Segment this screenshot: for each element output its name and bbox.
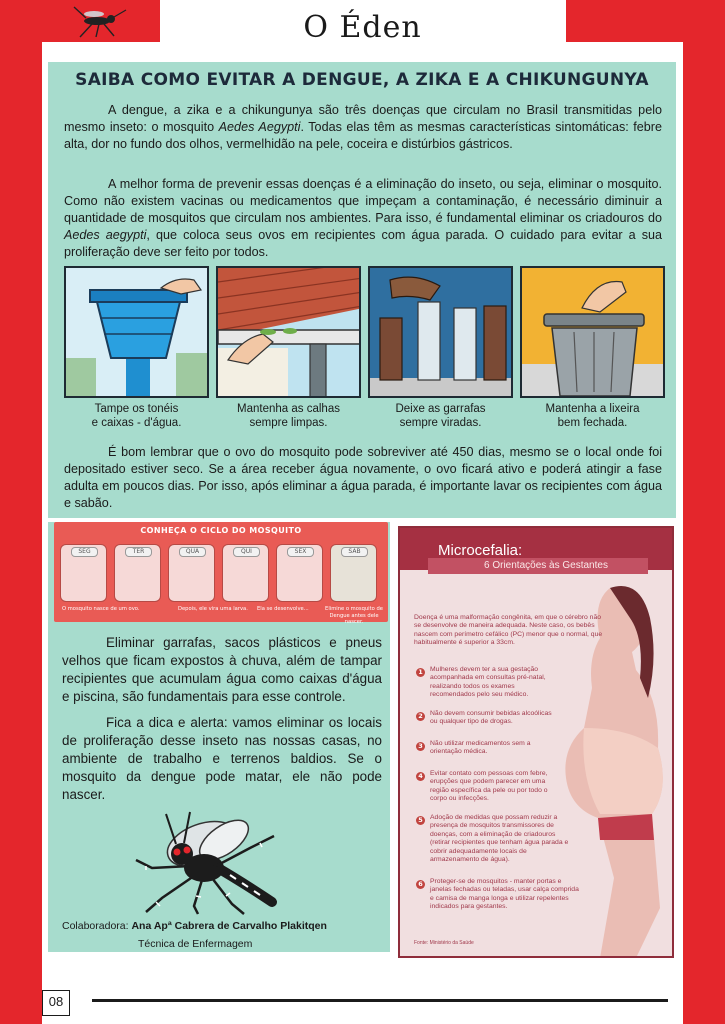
poster-item-5: Adoção de medidas que possam reduzir a presença de mosquitos transmissores de doenças, com a eliminação de criadouros (retirar recipientes que tenham água parada e cobrir adequadamente locais de armazenamento de água).: [430, 814, 569, 864]
poster-number-2: 2: [416, 712, 425, 721]
poster-title: Microcefalia:: [438, 542, 523, 559]
magazine-title: O Éden: [303, 10, 422, 45]
poster-item-3: Não utilizar medicamentos sem a orientação médica.: [430, 740, 531, 756]
poster-item-1: Mulheres devem ter a sua gestação acompanhada em consultas pré-natal, realizando todos os exames recomendados pelo seu médico.: [430, 666, 546, 699]
cycle-caption-3: Ela se desenvolve...: [257, 606, 309, 612]
poster-number-4: 4: [416, 772, 425, 781]
frame-left: [0, 0, 42, 1024]
mosquito-illustration-icon: [132, 808, 292, 916]
footer-rule: [92, 999, 668, 1002]
cycle-day-5: SEX: [276, 544, 323, 602]
poster-subtitle: 6 Orientações às Gestantes: [484, 560, 608, 571]
article-headline: SAIBA COMO EVITAR A DENGUE, A ZIKA E A CHIKUNGUNYA: [75, 70, 649, 90]
credit-line: Colaboradora: Ana Apª Cabrera de Carvalho Plakitqen: [62, 920, 327, 932]
paragraph-4: Eliminar garrafas, sacos plásticos e pneus velhos que ficam expostos à chuva, além de tampar recipientes que acumulam água como caixas d'água e piscina, são fundamentais para esse controle.: [62, 635, 382, 704]
tip-caption-2: Mantenha as calhas sempre limpas.: [237, 403, 340, 429]
illustration-bottles: [368, 266, 513, 398]
cycle-caption-1: O mosquito nasce de um ovo.: [62, 606, 140, 612]
cycle-day-1: SEG: [60, 544, 107, 602]
paragraph-1: A dengue, a zika e a chikungunya são três doenças que circulam no Brasil transmitidas pelo mesmo inseto: o mosquito Aedes Aegypti. Todas elas têm as mesmas características sintomáticas: febre alta, dor no fundo dos olhos, vermelhidão na pele, coceira e distúrbios gástricos.: [64, 103, 662, 151]
poster-item-2: Não devem consumir bebidas alcoólicas ou qualquer tipo de drogas.: [430, 710, 552, 726]
page-number: 08: [48, 994, 64, 1009]
credit-role: Técnica de Enfermagem: [138, 938, 253, 950]
poster-intro: Doença é uma malformação congênita, em que o cérebro não se desenvolve de maneira adequada. Neste caso, os bebês nascem com perímetro cefálico (PC) menor que o normal, que habitualmente é superior a 33cm.: [414, 614, 603, 647]
cycle-caption-2: Depois, ele vira uma larva.: [178, 606, 248, 612]
frame-bottom-left: [0, 970, 42, 1024]
tip-caption-3: Deixe as garrafas sempre viradas.: [395, 403, 486, 429]
cycle-day-4: QUI: [222, 544, 269, 602]
frame-right: [683, 0, 725, 1024]
poster-number-1: 1: [416, 668, 425, 677]
poster-number-5: 5: [416, 816, 425, 825]
illustration-trash-can: [520, 266, 665, 398]
poster-number-3: 3: [416, 742, 425, 751]
paragraph-3: É bom lembrar que o ovo do mosquito pode sobreviver até 450 dias, mesmo se o local onde foi depositado estiver seco. Se a área receber água novamente, o ovo ficará ativo e poderá atingir a fase adulta em poucos dias. Por isso, após eliminar a água parada, é importante lavar os recipientes com água e sabão.: [64, 445, 662, 510]
poster-source: Fonte: Ministério da Saúde: [414, 940, 474, 946]
cycle-day-3: QUA: [168, 544, 215, 602]
cycle-title: CONHEÇA O CICLO DO MOSQUITO: [140, 526, 302, 535]
poster-number-6: 6: [416, 880, 425, 889]
cycle-day-2: TER: [114, 544, 161, 602]
cycle-day-6: SAB: [330, 544, 377, 602]
tip-caption-1: Tampe os tonéis e caixas - d'água.: [91, 403, 182, 429]
poster-item-6: Proteger-se de mosquitos - manter portas e janelas fechadas ou teladas, usar calça comprida e camisa de manga longa e utilizar repelentes indicados para gestantes.: [430, 878, 579, 911]
microcephaly-poster: [398, 526, 674, 958]
tip-caption-4: Mantenha a lixeira bem fechada.: [545, 403, 640, 429]
poster-item-4: Evitar contato com pessoas com febre, erupções que podem parecer em uma região específica da pele ou por todo o corpo ou infecções.: [430, 770, 548, 803]
paragraph-2: A melhor forma de prevenir essas doenças é a eliminação do inseto, ou seja, eliminar o mosquito. Como não existem vacinas ou medicamentos que impeçam a contaminação, é necessário diminuir a quantidade de mosquitos que circulam nos ambientes. Para isso, é fundamental eliminar os criadouros do Aedes aegypti, que coloca seus ovos em recipientes com água parada. O cuidado para evitar a sua proliferação deve ser feito por todos.: [64, 177, 662, 259]
paragraph-5: Fica a dica e alerta: vamos eliminar os locais de proliferação desse inseto nas nossas casas, no ambiente de trabalho e terrenos baldios. Se o mosquito da dengue pode matar, ele não pode nascer.: [62, 715, 382, 802]
illustration-gutter: [216, 266, 361, 398]
illustration-water-tank: [64, 266, 209, 398]
cycle-caption-4: Elimine o mosquito de Dengue antes dele nascer.: [325, 606, 383, 625]
